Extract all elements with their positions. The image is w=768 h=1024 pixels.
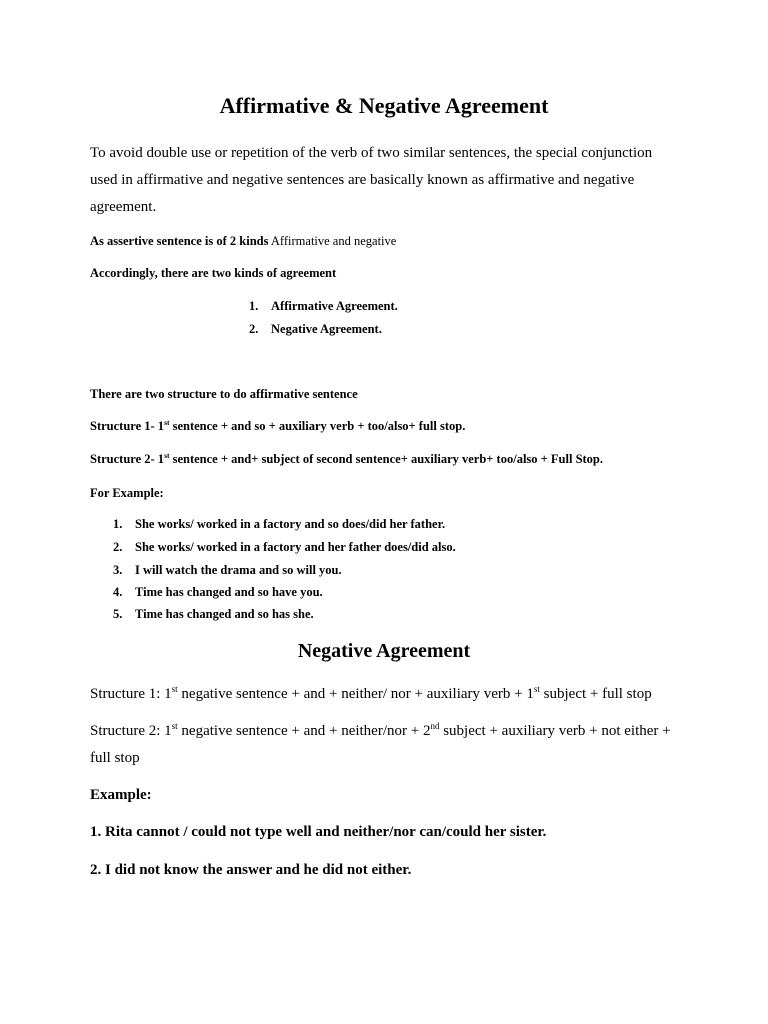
negative-structure-2: [90, 723, 671, 740]
structure-text: subject + full stop: [539, 686, 652, 702]
list-text: She works/ worked in a factory and so does/did her father.: [135, 517, 446, 531]
superscript: nd: [430, 721, 440, 731]
superscript: st: [164, 417, 170, 427]
structure-text: subject + auxiliary verb + not either +: [439, 723, 671, 739]
list-number: 1.: [113, 517, 123, 531]
affirmative-structure-2: [90, 452, 603, 467]
list-number: 3.: [113, 563, 123, 577]
affirmative-structure-1: [90, 419, 465, 434]
list-text: She works/ worked in a factory and her father does/did also.: [135, 540, 456, 554]
structure-text: Structure 1: 1: [90, 686, 172, 702]
example-item: [113, 607, 314, 622]
list-item: [249, 299, 398, 314]
list-item: [249, 322, 382, 337]
negative-heading: Negative Agreement: [297, 640, 471, 662]
list-text: Time has changed and so have you.: [135, 585, 323, 599]
example-label: Example:: [90, 787, 152, 803]
example-item: [113, 517, 445, 532]
list-text: Negative Agreement.: [271, 322, 382, 336]
structure-text: negative sentence + and + neither/nor + 2: [177, 723, 431, 739]
two-structure-line: There are two structure to do affirmative sentence: [90, 387, 358, 401]
negative-structure-2-continued: full stop: [90, 750, 140, 766]
example-item: [113, 540, 456, 555]
structure-text: sentence + and+ subject of second sentence+ auxiliary verb+ too/also + Full Stop.: [169, 452, 604, 466]
superscript: st: [171, 684, 178, 694]
structure-text: Structure 2: 1: [90, 723, 172, 739]
list-text: I will watch the drama and so will you.: [135, 563, 342, 577]
negative-example-2: 2. I did not know the answer and he did not either.: [90, 862, 412, 878]
structure-text: negative sentence + and + neither/ nor + auxiliary verb + 1: [177, 686, 534, 702]
for-example-label: For Example:: [90, 486, 164, 500]
negative-example-1: 1. Rita cannot / could not type well and neither/nor can/could her sister.: [90, 824, 547, 840]
page-title: Affirmative & Negative Agreement: [219, 93, 549, 118]
accordingly-line: Accordingly, there are two kinds of agreement: [90, 266, 337, 280]
superscript: st: [533, 684, 540, 694]
list-number: 5.: [113, 607, 123, 621]
list-number: 4.: [113, 585, 123, 599]
assertive-bold: As assertive sentence is of 2 kinds: [90, 234, 269, 248]
example-item: [113, 563, 342, 578]
example-item: [113, 585, 323, 600]
list-number: 2.: [113, 540, 123, 554]
list-text: Time has changed and so has she.: [135, 607, 314, 621]
superscript: st: [171, 721, 178, 731]
assertive-normal: Affirmative and negative: [270, 234, 397, 248]
list-number: 1.: [249, 299, 259, 313]
structure-text: Structure 1- 1: [90, 419, 165, 433]
list-text: Affirmative Agreement.: [271, 299, 398, 313]
list-number: 2.: [249, 322, 259, 336]
assertive-line: [90, 234, 396, 249]
superscript: st: [164, 450, 170, 460]
negative-structure-1: [90, 686, 652, 703]
structure-text: Structure 2- 1: [90, 452, 165, 466]
intro-paragraph: To avoid double use or repetition of the verb of two similar sentences, the special conjunction used in affirmative and negative sentences are basically known as affirmative and negative agreement.: [90, 145, 653, 215]
structure-text: sentence + and so + auxiliary verb + too/also+ full stop.: [169, 419, 466, 433]
